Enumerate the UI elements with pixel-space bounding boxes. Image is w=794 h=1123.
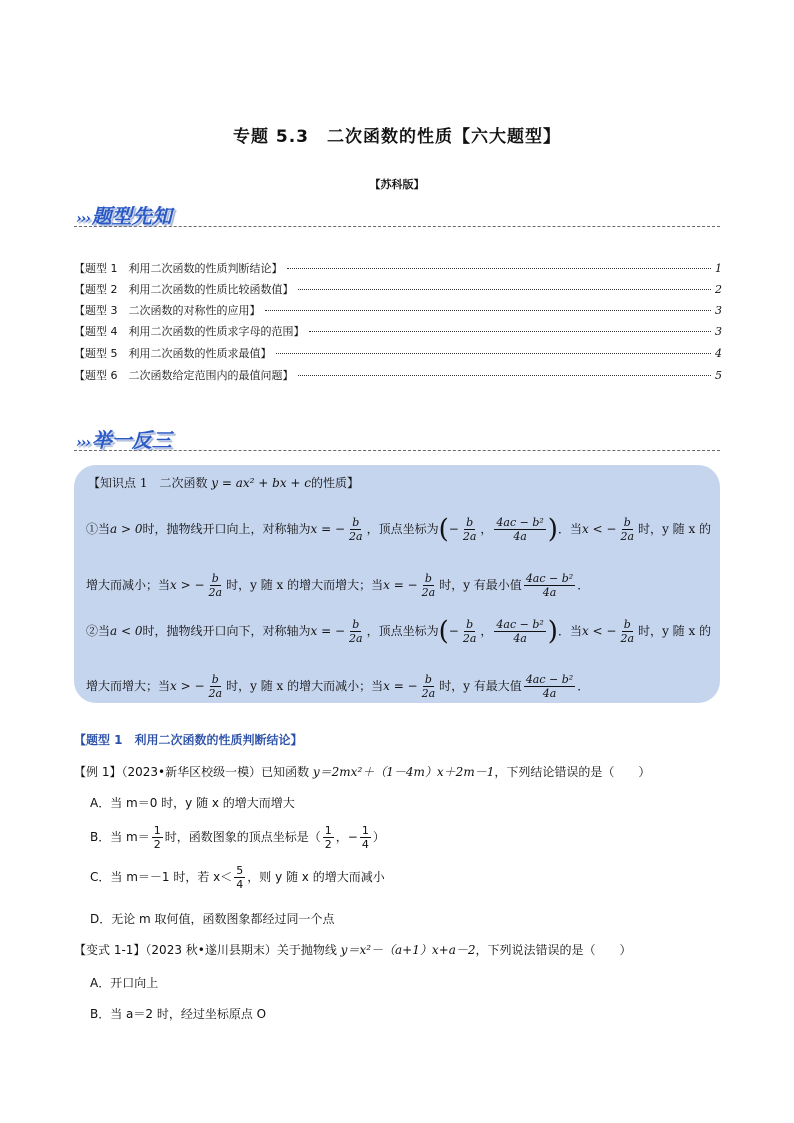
toc-item-label: 【题型 5 利用二次函数的性质求最值】	[74, 347, 272, 360]
variant-option-b: B．当 a＝2 时，经过坐标原点 O	[90, 1007, 267, 1021]
k-math: x < −	[581, 624, 617, 638]
k-text: ，顶点坐标为	[366, 624, 439, 638]
k-text: y 随 x 的增大而增大；当	[250, 578, 384, 592]
k-text: 时，	[439, 679, 464, 693]
paren-right: )	[547, 514, 558, 545]
toc-item-label: 【题型 1 利用二次函数的性质判断结论】	[74, 262, 283, 275]
paren-left: (	[438, 616, 449, 647]
option-text: C．当 m＝－1 时，若 x＜	[90, 870, 233, 884]
k-math: x < −	[581, 522, 617, 536]
banner-arrows-icon: ›››	[76, 435, 90, 451]
toc-item-label: 【题型 4 利用二次函数的性质求字母的范围】	[74, 325, 305, 338]
k-math: a < 0	[110, 624, 143, 638]
edition-label: 【苏科版】	[369, 178, 425, 191]
fraction: $\frac{1}{2}$	[153, 824, 161, 851]
option-text: 时，函数图象的顶点坐标是（	[164, 830, 321, 844]
toc-item-label: 【题型 2 利用二次函数的性质比较函数值】	[74, 283, 294, 296]
heading-suffix: 的性质】	[311, 476, 360, 490]
k-text: 时，	[439, 578, 464, 592]
fraction: $\frac{5}{4}$	[236, 864, 244, 891]
variant-tag: 【变式 1-1】	[74, 943, 146, 957]
fraction: $\frac{b}{2a}$	[349, 618, 363, 645]
k-math: x > −	[170, 578, 205, 592]
fraction: $\frac{\text{4ac − b²}}{4a}$	[525, 673, 574, 700]
option-text: ，−	[335, 830, 358, 844]
toc-leader	[298, 289, 712, 290]
fraction: $\frac{b}{2a}$	[462, 618, 477, 645]
fraction: $\frac{b}{2a}$	[421, 572, 436, 599]
k-text: ．	[577, 578, 590, 592]
toc-item-page: 5	[715, 369, 722, 382]
variant-option-a: A．开口向上	[90, 976, 159, 990]
k-text: 时，抛物线开口向下，对称轴为	[142, 624, 311, 638]
fraction: $\frac{\text{4ac − b²}}{4a}$	[525, 572, 574, 599]
k-math: x = −	[383, 679, 418, 693]
k-text: 时，	[638, 522, 663, 536]
toc-item[interactable]	[74, 367, 722, 385]
k-math: x > −	[170, 679, 205, 693]
toc-item-page: 3	[715, 304, 722, 317]
toc-banner-text: 题型先知	[91, 204, 172, 228]
k-text: y 随 x 的	[662, 522, 712, 536]
fraction: $\frac{1}{4}$	[361, 824, 369, 851]
page-title: 专题 5.3 二次函数的性质【六大题型】	[232, 127, 562, 147]
k-p2-line1	[86, 618, 711, 645]
option-d: D．无论 m 取何值，函数图象都经过同一个点	[90, 912, 335, 926]
variant-1-1-stem	[74, 941, 632, 958]
question-type-heading: 【题型 1 利用二次函数的性质判断结论】	[74, 733, 303, 747]
example-source: （2023•新华区校级一模）已知函数	[121, 765, 313, 779]
toc-leader	[309, 331, 712, 332]
example-banner	[76, 424, 172, 453]
fraction: $\frac{\text{4ac − b²}}{4a}$	[496, 516, 544, 543]
toc-item[interactable]	[74, 260, 722, 278]
k-text: 时，	[638, 624, 663, 638]
toc-item[interactable]	[74, 345, 722, 363]
fraction: $\frac{b}{2a}$	[208, 572, 223, 599]
k-text: 时，抛物线开口向上，对称轴为	[142, 522, 311, 536]
toc-item[interactable]	[74, 302, 722, 320]
k-text: ，	[480, 522, 493, 536]
toc-banner	[76, 200, 172, 229]
k-math: x = −	[310, 522, 346, 536]
fraction: $\frac{1}{2}$	[324, 824, 332, 851]
option-b	[90, 824, 385, 851]
option-text: ，则 y 随 x 的增大而减小	[247, 870, 385, 884]
toc-leader	[265, 310, 712, 311]
fraction: $\frac{b}{2a}$	[421, 673, 436, 700]
toc-item-label: 【题型 3 二次函数的对称性的应用】	[74, 304, 261, 317]
example-banner-text: 举一反三	[91, 428, 172, 452]
option-text: B．当 m＝	[90, 830, 150, 844]
k-text: ，	[480, 624, 493, 638]
k-math: −	[448, 624, 459, 638]
fraction: $\frac{b}{2a}$	[620, 618, 635, 645]
toc-item-page: 4	[715, 347, 722, 360]
k-text: ．当	[557, 624, 582, 638]
toc-item-label: 【题型 6 二次函数给定范围内的最值问题】	[74, 369, 294, 382]
k-text: ．	[577, 679, 590, 693]
k-math: x = −	[383, 578, 418, 592]
toc-item-page: 1	[715, 262, 722, 275]
k-text: 时，	[226, 578, 251, 592]
k-text: y 随 x 的	[662, 624, 712, 638]
k-math: x = −	[310, 624, 346, 638]
k-text: ，顶点坐标为	[366, 522, 439, 536]
fraction: $\frac{\text{4ac − b²}}{4a}$	[496, 618, 544, 645]
k-p1-line1	[86, 516, 711, 543]
fraction: $\frac{b}{2a}$	[208, 673, 223, 700]
variant-tail: ，下列说法错误的是（ ）	[475, 943, 632, 957]
fraction: $\frac{b}{2a}$	[620, 516, 635, 543]
banner-arrows-icon: ›››	[76, 211, 90, 227]
k-text: ．当	[557, 522, 582, 536]
k-p2-line2	[86, 673, 589, 700]
toc-item[interactable]	[74, 281, 722, 299]
k-text: 增大而减小；当	[86, 578, 171, 592]
k-text: y 有最大值	[463, 679, 522, 693]
toc-leader	[298, 375, 712, 376]
toc-divider	[74, 226, 720, 227]
variant-formula: y＝x²－（a+1）x+a－2	[340, 943, 476, 957]
option-a: A．当 m＝0 时，y 随 x 的增大而增大	[90, 796, 295, 810]
paren-right: )	[547, 616, 558, 647]
k-text: y 随 x 的增大而减小；当	[250, 679, 384, 693]
k-text: ①当	[86, 522, 111, 536]
knowledge-heading	[88, 474, 359, 491]
example-divider	[74, 450, 720, 451]
k-text: 时，	[226, 679, 251, 693]
toc-leader	[287, 268, 712, 269]
fraction: $\frac{b}{2a}$	[349, 516, 363, 543]
option-c	[90, 864, 385, 891]
example-formula: y＝2mx²＋（1－4m）x＋2m－1	[312, 765, 495, 779]
toc-item-page: 2	[715, 283, 722, 296]
k-math: −	[448, 522, 459, 536]
example-tag: 【例 1】	[74, 765, 122, 779]
variant-source: （2023 秋•遂川县期末）关于抛物线	[145, 943, 341, 957]
example-1-stem	[74, 763, 650, 780]
fraction: $\frac{b}{2a}$	[462, 516, 477, 543]
heading-prefix: 【知识点 1 二次函数	[88, 476, 208, 490]
toc-item-page: 3	[715, 325, 722, 338]
k-text: 增大而增大；当	[86, 679, 171, 693]
k-math: a > 0	[110, 522, 143, 536]
k-p1-line2	[86, 572, 589, 599]
k-text: y 有最小值	[463, 578, 522, 592]
example-tail: ，下列结论错误的是（ ）	[494, 765, 651, 779]
toc-leader	[276, 353, 712, 354]
k-text: ②当	[86, 624, 111, 638]
option-text: ）	[372, 830, 385, 844]
paren-left: (	[438, 514, 449, 545]
heading-formula: y = ax² + bx + c	[211, 476, 312, 490]
toc-item[interactable]	[74, 323, 722, 341]
